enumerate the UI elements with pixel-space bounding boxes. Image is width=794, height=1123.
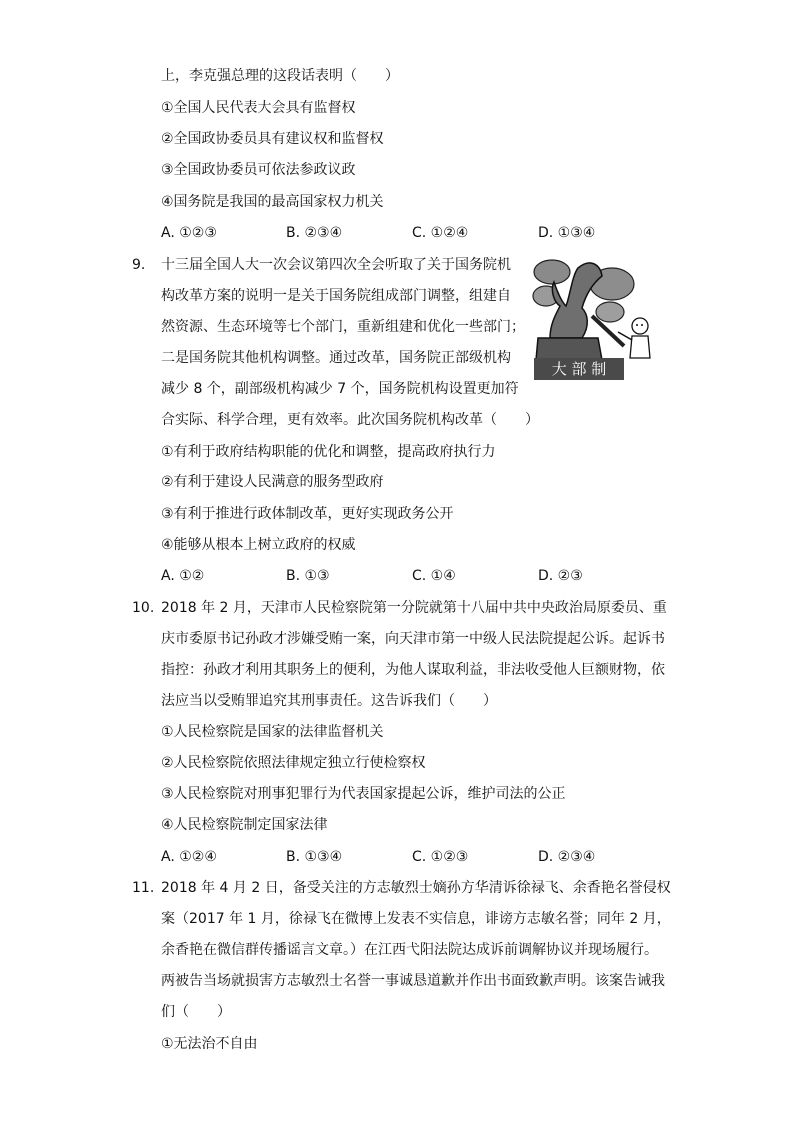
q10-option-c: C. ①②③ (412, 849, 469, 865)
q8-item-4: ④国务院是我国的最高国家权力机关 (161, 194, 384, 210)
q8-option-d: D. ①③④ (538, 225, 596, 241)
q8-option-a: A. ①②③ (161, 225, 217, 241)
q9-number: 9. (132, 257, 146, 273)
q10-option-b: B. ①③④ (286, 849, 343, 865)
q9-stem-line-6: 合实际、科学合理，更有效率。此次国务院机构改革（ ） (161, 412, 539, 428)
q9-stem-line-3: 然资源、生态环境等七个部门，重新组建和优化一些部门； (161, 319, 525, 335)
q10-option-a: A. ①②④ (161, 849, 217, 865)
cartoon-image (532, 254, 660, 380)
q9-option-d: D. ②③ (538, 568, 583, 584)
q10-option-d: D. ②③④ (538, 849, 596, 865)
q9-item-3: ③有利于推进行政体制改革，更好实现政务公开 (161, 506, 454, 522)
q8-option-c: C. ①②④ (412, 225, 469, 241)
cartoon-caption: 大 部 制 (534, 358, 624, 380)
q9-stem-line-2: 构改革方案的说明一是关于国务院组成部门调整，组建自 (161, 288, 511, 304)
q8-item-1: ①全国人民代表大会具有监督权 (161, 100, 356, 116)
q11-stem-line-1: 2018 年 4 月 2 日，备受关注的方志敏烈士嫡孙方华清诉徐禄飞、余香艳名誉侵权 (161, 880, 671, 896)
q9-option-b: B. ①③ (286, 568, 330, 584)
q10-number: 10. (132, 600, 155, 616)
q10-stem-line-1: 2018 年 2 月，天津市人民检察院第一分院就第十八届中共中央政治局原委员、重 (161, 600, 667, 616)
q11-stem-line-2: 案（2017 年 1 月，徐禄飞在微博上发表不实信息，诽谤方志敏名誉；同年 2 月， (161, 911, 671, 927)
q9-stem-line-4: 二是国务院其他机构调整。通过改革，国务院正部级机构 (161, 350, 511, 366)
q10-stem-line-3: 指控：孙政才利用其职务上的便利，为他人谋取利益，非法收受他人巨额财物，依 (161, 662, 665, 678)
q9-stem-line-5: 减少 8 个，副部级机构减少 7 个，国务院机构设置更加符 (161, 381, 519, 397)
q9-item-2: ②有利于建设人民满意的服务型政府 (161, 474, 384, 490)
q10-stem-line-4: 法应当以受贿罪追究其刑事责任。这告诉我们（ ） (161, 693, 497, 709)
q10-item-1: ①人民检察院是国家的法律监督机关 (161, 724, 384, 740)
q11-number: 11. (132, 880, 155, 896)
q10-item-4: ④人民检察院制定国家法律 (161, 817, 328, 833)
q9-option-a: A. ①② (161, 568, 205, 584)
q8-item-3: ③全国政协委员可依法参政议政 (161, 162, 356, 178)
q10-stem-line-2: 庆市委原书记孙政才涉嫌受贿一案，向天津市第一中级人民法院提起公诉。起诉书 (161, 631, 665, 647)
q11-stem-line-3: 余香艳在微信群传播谣言文章。）在江西弋阳法院达成诉前调解协议并现场履行。 (161, 942, 658, 958)
q9-item-1: ①有利于政府结构职能的优化和调整，提高政府执行力 (161, 444, 496, 460)
q9-option-c: C. ①④ (412, 568, 456, 584)
q10-item-2: ②人民检察院依照法律规定独立行使检察权 (161, 755, 426, 771)
q11-item-1: ①无法治不自由 (161, 1036, 258, 1052)
q10-item-3: ③人民检察院对刑事犯罪行为代表国家提起公诉，维护司法的公正 (161, 786, 566, 802)
q9-stem-line-1: 十三届全国人大一次会议第四次全会听取了关于国务院机 (161, 257, 511, 273)
q11-stem-line-4: 两被告当场就损害方志敏烈士名誉一事诚恳道歉并作出书面致歉声明。该案告诫我 (161, 973, 665, 989)
q9-item-4: ④能够从根本上树立政府的权威 (161, 537, 356, 553)
q8-item-2: ②全国政协委员具有建议权和监督权 (161, 131, 384, 147)
q8-option-b: B. ②③④ (286, 225, 343, 241)
q8-stem-tail: 上，李克强总理的这段话表明（ ） (161, 68, 399, 84)
q11-stem-line-5: 们（ ） (161, 1004, 231, 1020)
